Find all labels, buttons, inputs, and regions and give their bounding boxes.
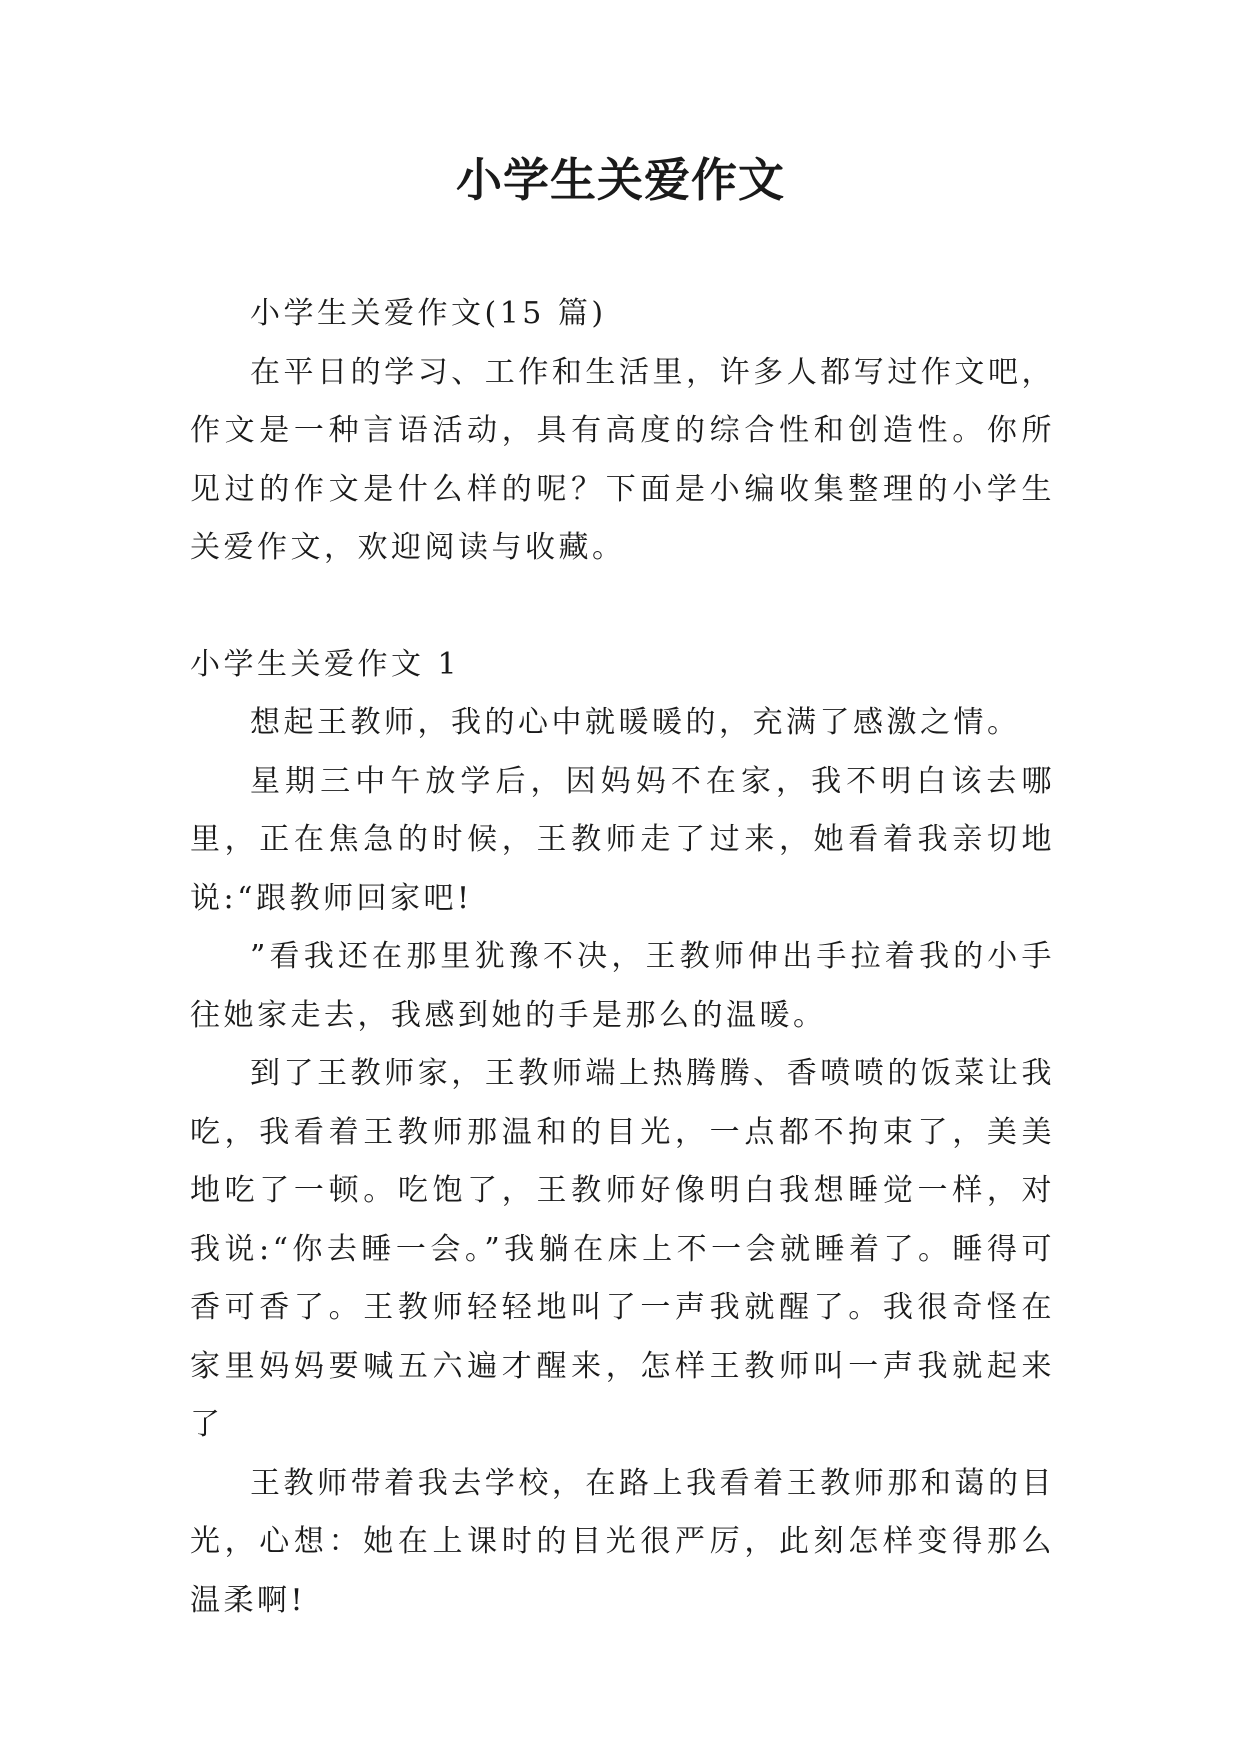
subtitle-paragraph: 小学生关爱作文(15 篇) <box>250 296 607 331</box>
body-paragraph: 到了王教师家，王教师端上热腾腾、香喷喷的饭菜让我吃，我看着王教师那温和的目光，一点都不拘束了，美美地吃了一顿。吃饱了，王教师好像明白我想睡觉一样，对我说:“你去睡一会。”我躺在床上不一会就睡着了。睡得可香可香了。王教师轻轻地叫了一声我就醒了。我很奇怪在家里妈妈要喊五六遍才醒来，怎样王教师叫一声我就起来了 <box>190 1056 1055 1442</box>
document-body <box>190 285 1055 1630</box>
body-paragraph: ”看我还在那里犹豫不决，王教师伸出手拉着我的小手往她家走去，我感到她的手是那么的温暖。 <box>190 939 1055 1033</box>
body-paragraph: 想起王教师，我的心中就暖暖的，充满了感激之情。 <box>250 705 1021 740</box>
body-paragraph: 星期三中午放学后，因妈妈不在家，我不明白该去哪里，正在焦急的时候，王教师走了过来，她看着我亲切地说:“跟教师回家吧! <box>190 763 1055 916</box>
body-paragraph: 王教师带着我去学校，在路上我看着王教师那和蔼的目光，心想：她在上课时的目光很严厉，此刻怎样变得那么温柔啊! <box>190 1465 1055 1618</box>
intro-paragraph: 在平日的学习、工作和生活里，许多人都写过作文吧，作文是一种言语活动，具有高度的综合性和创造性。你所见过的作文是什么样的呢？下面是小编收集整理的小学生关爱作文，欢迎阅读与收藏。 <box>190 354 1055 565</box>
section-heading: 小学生关爱作文 1 <box>190 646 461 682</box>
document-title: 小学生关爱作文 <box>456 153 785 207</box>
